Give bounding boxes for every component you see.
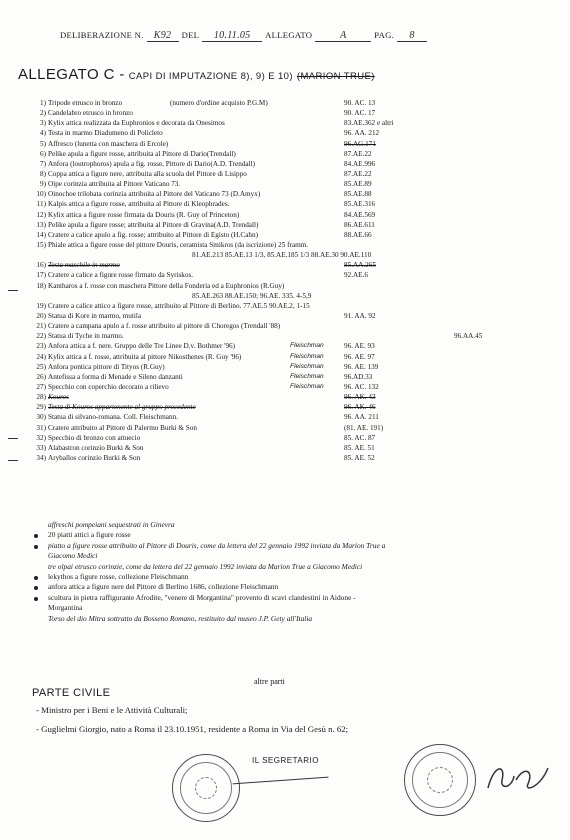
item-description: Oinochoe trilobata corinzia attribuita al Pittore del Vaticano 73 (D.Amyx) (48, 190, 261, 199)
official-seal-left (172, 754, 240, 822)
margin-mark (8, 460, 18, 461)
item-inventory-code: 85.AA.265 (344, 261, 376, 270)
item-description: Statua di Tyche in marmo. (48, 332, 124, 341)
item-inventory-code: 90. AC. 13 (344, 99, 376, 107)
bullet-text: tre olpai etrusco corinzie, come da lettera del 22 gennaio 1992 inviata da Marion True a Giacomo Medici (48, 561, 363, 571)
item-inventory-code: 85.AE.89 (344, 180, 372, 189)
list-item (22, 402, 562, 412)
item-inventory-code: 85. AE. 51 (344, 443, 375, 452)
additional-items-list (22, 520, 562, 624)
bullet-text: lekythos a figure rosse, collezione Fleischmann (48, 572, 189, 582)
bullet-item (22, 530, 562, 540)
item-inventory-code: 96. AE. 97 (344, 352, 375, 361)
list-item (22, 372, 562, 382)
item-number: 21) (36, 322, 46, 331)
item-number: 13) (36, 220, 46, 229)
bullet-dot-icon (34, 545, 38, 549)
secretary-signature-label: IL SEGRETARIO (252, 756, 319, 765)
item-description: Cratere a calice attico a figure rosse, attribuito al Pittore di Berlino. 77.AE.5 90.AE.2, 1-15 (48, 301, 310, 310)
handwritten-initials (484, 758, 554, 798)
list-item (22, 321, 562, 331)
item-number: 24) (36, 352, 46, 361)
list-item (22, 199, 562, 209)
official-seal-right (404, 744, 476, 816)
margin-mark (8, 438, 18, 439)
bullet-item (22, 582, 562, 592)
list-item (22, 311, 562, 321)
bullet-text: Morgantina (48, 603, 83, 613)
item-description: Specchio di bronzo con attuecio (48, 433, 141, 442)
item-number: 31) (36, 423, 46, 432)
bullet-text: anfora attica a figure nere del Pittore di Berlino 1686, collezione Fleischmann (48, 582, 279, 592)
item-number: 27) (36, 382, 46, 391)
bullet-dot-icon (34, 597, 38, 601)
item-number: 15) (36, 240, 46, 249)
item-description: Alabastron corinzio Burki & Son (48, 443, 144, 452)
list-item-continuation (22, 291, 562, 301)
item-description: Coppa attica a figure nere, attribuita alla scuola del Pittore di Lisippo (48, 169, 247, 178)
item-number: 23) (36, 342, 46, 351)
bullet-item (22, 572, 562, 582)
page-number: 8 (397, 30, 427, 42)
del-label: DEL (181, 30, 200, 40)
item-inventory-code: 96. AC. 132 (344, 382, 379, 391)
bullet-text: Torso del dio Mitra sottratto da Bosseno Romano, restituito dal museo J.P. Gety all'Italia (48, 613, 313, 623)
list-item (22, 352, 562, 362)
list-item (22, 230, 562, 240)
item-description: Anfora pontica pittore di Tityos (R.Guy) (48, 362, 165, 371)
list-item (22, 412, 562, 422)
item-description: Candelabro etrusco in bronzo (48, 109, 133, 118)
list-item (22, 260, 562, 270)
altre-parti-label: altre parti (254, 677, 285, 686)
item-description: Aryballos corinzio Burki & Son (48, 453, 141, 462)
title-main: ALLEGATO C - (18, 66, 125, 83)
list-item (22, 149, 562, 159)
item-inventory-code: 96.AG.171 (344, 139, 376, 148)
list-item (22, 443, 562, 453)
list-item (22, 453, 562, 463)
bullet-item (22, 520, 562, 530)
item-description: Specchio con coperchio decorato a rilievo (48, 382, 169, 391)
item-description: Antefissa a forma di Menade e Sileno danzanti (48, 372, 183, 381)
item-description: Tripode etrusco in bronzo (48, 99, 123, 107)
item-handwritten-note: Fleischman (290, 382, 324, 390)
item-number: 1) (40, 99, 46, 107)
margin-mark (8, 290, 18, 291)
parte-civile-heading: PARTE CIVILE (32, 687, 111, 699)
item-handwritten-note: Fleischman (290, 342, 324, 350)
list-item (22, 240, 562, 250)
list-item (22, 341, 562, 351)
bullet-text: piatto a figure rosse attribuito al Pittore di Douris, come da lettera del 22 gennaio 1992 inviata da Marion True a (48, 540, 386, 550)
bullet-item (22, 614, 562, 624)
item-inventory-code: 85.AE.88 (344, 190, 372, 199)
item-description: Pelike apula a figure rosse; attribuita al Pittore di Gravina(A.D. Trendall) (48, 220, 259, 229)
item-inventory-code: 84.AE.996 (344, 159, 376, 168)
item-inventory-code: 96. AA. 212 (344, 129, 380, 138)
item-inventory-code: 96. AK. 43 (344, 393, 376, 402)
page-title (18, 66, 560, 84)
item-handwritten-note: Fleischman (290, 372, 324, 380)
item-number: 9) (40, 180, 46, 189)
item-number: 26) (36, 372, 46, 381)
item-number: 7) (40, 159, 46, 168)
item-inventory-code: 91. AA. 92 (344, 311, 376, 320)
item-number: 4) (40, 129, 46, 138)
bullet-text: Giacomo Medici (48, 551, 98, 561)
item-inventory-code: 96.AD.33 (344, 372, 373, 381)
deliberazione-number: K92 (147, 30, 179, 42)
item-inventory-code: 90. AC. 17 (344, 109, 376, 118)
item-description: Kylix attica a f. rosse, attribuita al pittore Nikosthenes (R. Guy '96) (48, 352, 242, 361)
item-description: Statua di Kore in marmo, mutila (48, 311, 142, 320)
item-inventory-code: 96.AA.45 (454, 332, 483, 341)
list-item (22, 270, 562, 280)
item-inventory-code: 85.AE.316 (344, 200, 376, 209)
item-number: 10) (36, 190, 46, 199)
item-number: 32) (36, 433, 46, 442)
item-inventory-code: 96. AA. 211 (344, 413, 379, 422)
item-description: Cratere a calice a figure rosse firmato da Syriskos. (48, 271, 194, 280)
allegato-label: ALLEGATO (265, 30, 313, 40)
bullet-text: affreschi pompeiani sequestrati in Ginevra (48, 520, 175, 529)
list-item (22, 433, 562, 443)
item-number: 33) (36, 443, 46, 452)
item-inventory-code: 84.AE.569 (344, 210, 376, 219)
item-note: (numero d'ordine acquisto P.G.M) (170, 99, 268, 107)
bullet-text: scultura in pietra raffigurante Afrodite, "venere di Morgantina" provento di scavi clandestini in Aidone - (48, 592, 356, 602)
imputation-list (22, 98, 562, 463)
list-item (22, 220, 562, 230)
bullet-dot-icon (34, 576, 38, 580)
list-item (22, 179, 562, 189)
item-description: Testa maschile in marmo (48, 261, 120, 270)
item-inventory-code: 88.AE.66 (344, 230, 372, 239)
item-description: Oipe corinzia attribuita al Pittore Vaticano 73. (48, 180, 181, 189)
item-description: Affresco (lunetta con maschera di Ercole) (48, 139, 169, 148)
item-number: 3) (40, 119, 46, 128)
item-number: 5) (40, 139, 46, 148)
item-inventory-code: 96. AK. 46 (344, 403, 376, 412)
item-description: Anfora (loutrophoros) apula a fig. rosse, Pittore di Dario(A.D. Trendall) (48, 159, 255, 168)
list-item (22, 362, 562, 372)
list-item (22, 159, 562, 169)
list-item (22, 189, 562, 199)
list-item (22, 118, 562, 128)
item-inventory-code: 92.AE.6 (344, 271, 368, 280)
bullet-item (22, 593, 562, 603)
item-inventory-code: 87.AE.22 (344, 169, 372, 178)
item-inventory-code: 86.AE.611 (344, 220, 375, 229)
item-inventory-code: 96. AE. 139 (344, 362, 379, 371)
deliberazione-label: DELIBERAZIONE N. (60, 30, 144, 40)
list-item (22, 128, 562, 138)
item-number: 29) (36, 403, 46, 412)
bullet-item (22, 551, 562, 561)
list-item (22, 210, 562, 220)
bullet-item (22, 603, 562, 613)
pag-label: PAG. (374, 30, 395, 40)
list-item (22, 98, 562, 108)
item-number: 17) (36, 271, 46, 280)
item-handwritten-note: Fleischman (290, 362, 324, 370)
item-description: Pelike apula a figure rosse, attribuita al Pittore di Dario(Trendall) (48, 149, 236, 158)
item-number: 25) (36, 362, 46, 371)
list-item (22, 423, 562, 433)
item-description: Cratere a campana apulo a f. rosse attribuito al pittore di Choregos (Trendall '88) (48, 322, 281, 331)
item-number: 20) (36, 311, 46, 320)
item-number: 8) (40, 169, 46, 178)
list-item (22, 108, 562, 118)
parte-civile-line-2: - Guglielmi Giorgio, nato a Roma il 23.10.1951, residente a Roma in Via del Gesù n. 62; (36, 724, 349, 734)
list-item-continuation (22, 250, 562, 260)
list-item (22, 382, 562, 392)
list-item (22, 301, 562, 311)
item-inventory-code: (81. AE. 191) (344, 423, 384, 432)
item-description: Phiale attica a figure rosse del pittore Douris, ceramista Smikros (da iscrizione) 25 framm. (48, 240, 309, 249)
item-inventory-code: 85. AE. 52 (344, 453, 375, 462)
item-number: 34) (36, 453, 46, 462)
item-description: Kouros (48, 393, 69, 402)
item-description: Testa di Kouros appartenente al gruppo precedente (48, 403, 196, 412)
item-number: 19) (36, 301, 46, 310)
item-description: Testa in marmo Diadumeno di Policleto (48, 129, 163, 138)
bullet-item (22, 541, 562, 551)
item-number: 28) (36, 393, 46, 402)
title-struck-name: (MARION TRUE) (296, 71, 375, 82)
item-inventory-code: 87.AE.22 (344, 149, 372, 158)
list-item (22, 331, 562, 341)
item-inventory-code: 96. AE. 93 (344, 342, 375, 351)
item-number: 12) (36, 210, 46, 219)
item-number: 22) (36, 332, 46, 341)
deliberazione-date: 10.11.05 (202, 30, 262, 42)
item-number: 2) (40, 109, 46, 118)
deliberation-header (60, 30, 550, 48)
item-description: Kylix attica realizzata da Euphronios e decorata da Onesimos (48, 119, 225, 128)
bullet-dot-icon (34, 586, 38, 590)
item-description: Cratere attribuito al Pittore di Palermo Burki & Son (48, 423, 197, 432)
bullet-text: 20 piatti attici a figure rosse (48, 530, 131, 540)
title-sub: CAPI DI IMPUTAZIONE 8), 9) E 10) (128, 71, 293, 82)
item-inventory-code: 83.AE.362 e altri (344, 119, 394, 128)
bullet-dot-icon (34, 534, 38, 538)
allegato-value: A (315, 30, 371, 42)
list-item (22, 139, 562, 149)
list-item (22, 392, 562, 402)
item-description: 81.AE.213 85.AE.13 1/3, 85.AE.185 1/3 88.AE.30 90.AE.110 (192, 251, 372, 260)
list-item (22, 169, 562, 179)
item-number: 16) (36, 261, 46, 270)
item-description: Kantharos a f. rosse con maschera Pittore della Fonderia ed a Euphronios (R.Guy) (48, 281, 285, 290)
parte-civile-line-1: - Ministro per i Beni e le Attività Culturali; (36, 705, 188, 715)
item-description: Cratere a calice apulo a fig. rosse; attribuito al Pittore di Egisto (H.Cahn) (48, 230, 258, 239)
item-description: Statua di silvano-romana. Coll. Fleischmann. (48, 413, 178, 422)
bullet-item (22, 562, 562, 572)
item-number: 6) (40, 149, 46, 158)
item-handwritten-note: Fleischman (290, 352, 324, 360)
item-number: 11) (36, 200, 46, 209)
item-number: 18) (36, 281, 46, 290)
item-inventory-code: 85. AC. 87 (344, 433, 376, 442)
item-description: 85.AE.263 88.AE.150; 96.AE. 335. 4-5,9 (192, 291, 312, 300)
item-number: 30) (36, 413, 46, 422)
list-item (22, 281, 562, 291)
item-description: Anfora attica a f. nere. Gruppo delle Tre Linee D.v. Bothmer '96) (48, 342, 236, 351)
item-description: Kalpis attica a figure rosse, attribuita al Pittore di Kleophrades. (48, 200, 230, 209)
item-number: 14) (36, 230, 46, 239)
item-description: Kylix attica a figure rosse firmata da Douris (R. Guy of Princeton) (48, 210, 240, 219)
